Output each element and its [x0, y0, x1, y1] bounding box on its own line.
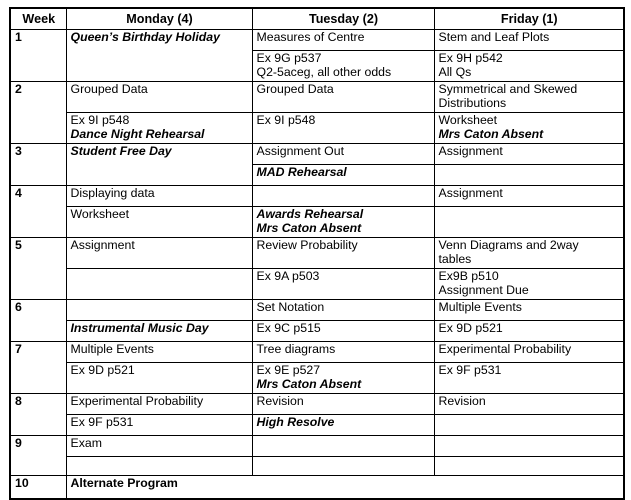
table-row — [10, 82, 624, 113]
cell-tuesday-week9-row1 — [252, 436, 434, 457]
table-row — [10, 415, 624, 436]
cell-monday-week6-row2: Instrumental Music Day — [66, 321, 252, 342]
table-row — [10, 269, 624, 300]
header-week: Week — [10, 8, 66, 30]
cell-line: tables — [438, 252, 472, 267]
cell-tuesday-week3-row1: Assignment Out — [252, 144, 434, 165]
table-row — [10, 342, 624, 363]
cell-friday-week1-row2 — [434, 51, 624, 82]
cell-friday-week2-row2 — [434, 113, 624, 144]
week-number-2: 2 — [10, 82, 66, 144]
table-row — [10, 321, 624, 342]
cell-monday-week8-row1: Experimental Probability — [66, 394, 252, 415]
cell-tuesday-week7-row2 — [252, 363, 434, 394]
cell-tuesday-week1-row1: Measures of Centre — [252, 30, 434, 51]
cell-line: Ex 9G p537 — [256, 51, 322, 65]
week-number-9: 9 — [10, 436, 66, 476]
cell-line: Dance Night Rehearsal — [70, 127, 205, 142]
table-row — [10, 238, 624, 269]
cell-line: Distributions — [438, 96, 507, 111]
table-row — [10, 300, 624, 321]
cell-friday-week4-row2 — [434, 207, 624, 238]
cell-line: Ex 9E p527 — [256, 363, 321, 377]
week-number-10: 10 — [10, 476, 66, 500]
cell-friday-week5-row1 — [434, 238, 624, 269]
cell-monday-week3: Student Free Day — [66, 144, 252, 186]
cell-line: Venn Diagrams and 2way — [438, 238, 579, 252]
cell-friday-week6-row1: Multiple Events — [434, 300, 624, 321]
cell-tuesday-week5-row1: Review Probability — [252, 238, 434, 269]
table-row — [10, 30, 624, 51]
header-tuesday: Tuesday (2) — [252, 8, 434, 30]
header-friday: Friday (1) — [434, 8, 624, 30]
week-number-3: 3 — [10, 144, 66, 186]
cell-tuesday-week8-row2: High Resolve — [252, 415, 434, 436]
cell-monday-week4-row1: Displaying data — [66, 186, 252, 207]
table-row — [10, 436, 624, 457]
table-row — [10, 476, 624, 500]
week-number-1: 1 — [10, 30, 66, 82]
cell-friday-week1-row1: Stem and Leaf Plots — [434, 30, 624, 51]
cell-monday-week1: Queen’s Birthday Holiday — [66, 30, 252, 82]
cell-tuesday-week8-row1: Revision — [252, 394, 434, 415]
table-row — [10, 457, 624, 476]
cell-monday-week2-row1: Grouped Data — [66, 82, 252, 113]
cell-monday-week7-row1: Multiple Events — [66, 342, 252, 363]
cell-friday-week3-row2 — [434, 165, 624, 186]
cell-line: Worksheet — [438, 113, 498, 127]
term-schedule-table — [9, 7, 625, 500]
cell-tuesday-week3-row2: MAD Rehearsal — [252, 165, 434, 186]
cell-monday-week5-row2 — [66, 269, 252, 300]
table-row — [10, 394, 624, 415]
cell-line: Ex 9I p548 — [70, 113, 130, 127]
cell-monday-week8-row2: Ex 9F p531 — [66, 415, 252, 436]
cell-monday-week7-row2: Ex 9D p521 — [66, 363, 252, 394]
cell-friday-week8-row1: Revision — [434, 394, 624, 415]
week-number-8: 8 — [10, 394, 66, 436]
cell-line: Ex 9H p542 — [438, 51, 503, 65]
table-row — [10, 207, 624, 238]
cell-friday-week2-row1 — [434, 82, 624, 113]
week-number-6: 6 — [10, 300, 66, 342]
cell-tuesday-week2-row1: Grouped Data — [252, 82, 434, 113]
cell-monday-week9-row1: Exam — [66, 436, 252, 457]
cell-line: Assignment Due — [438, 283, 529, 298]
table-header — [10, 8, 624, 30]
cell-tuesday-week4-row1 — [252, 186, 434, 207]
cell-friday-week8-row2 — [434, 415, 624, 436]
cell-friday-week3-row1: Assignment — [434, 144, 624, 165]
cell-friday-week7-row2: Ex 9F p531 — [434, 363, 624, 394]
cell-monday-week6-row1 — [66, 300, 252, 321]
cell-line: Symmetrical and Skewed — [438, 82, 578, 96]
table-row — [10, 144, 624, 165]
cell-line: Mrs Caton Absent — [438, 127, 544, 142]
cell-monday-week2-row2 — [66, 113, 252, 144]
cell-friday-week9-row2 — [434, 457, 624, 476]
cell-alternate-program: Alternate Program — [66, 476, 624, 500]
week-number-7: 7 — [10, 342, 66, 394]
cell-line: Mrs Caton Absent — [256, 377, 362, 392]
cell-monday-week5-row1: Assignment — [66, 238, 252, 269]
week-number-4: 4 — [10, 186, 66, 238]
cell-tuesday-week5-row2: Ex 9A p503 — [252, 269, 434, 300]
table-row — [10, 186, 624, 207]
table-row — [10, 363, 624, 394]
cell-tuesday-week2-row2: Ex 9I p548 — [252, 113, 434, 144]
cell-line: Q2-5aceg, all other odds — [256, 65, 392, 80]
table-body — [10, 30, 624, 500]
cell-monday-week4-row2: Worksheet — [66, 207, 252, 238]
cell-tuesday-week1-row2 — [252, 51, 434, 82]
cell-friday-week6-row2: Ex 9D p521 — [434, 321, 624, 342]
cell-friday-week7-row1: Experimental Probability — [434, 342, 624, 363]
cell-friday-week9-row1 — [434, 436, 624, 457]
cell-friday-week5-row2 — [434, 269, 624, 300]
header-row — [10, 8, 624, 30]
cell-monday-week9-row2 — [66, 457, 252, 476]
cell-tuesday-week9-row2 — [252, 457, 434, 476]
cell-line: Ex9B p510 — [438, 269, 499, 283]
cell-line: All Qs — [438, 65, 472, 80]
cell-tuesday-week6-row2: Ex 9C p515 — [252, 321, 434, 342]
cell-tuesday-week4-row2 — [252, 207, 434, 238]
cell-friday-week4-row1: Assignment — [434, 186, 624, 207]
cell-line: Awards Rehearsal — [256, 207, 364, 221]
cell-line: Mrs Caton Absent — [256, 221, 362, 236]
cell-tuesday-week6-row1: Set Notation — [252, 300, 434, 321]
cell-tuesday-week7-row1: Tree diagrams — [252, 342, 434, 363]
table-row — [10, 113, 624, 144]
week-number-5: 5 — [10, 238, 66, 300]
header-monday: Monday (4) — [66, 8, 252, 30]
